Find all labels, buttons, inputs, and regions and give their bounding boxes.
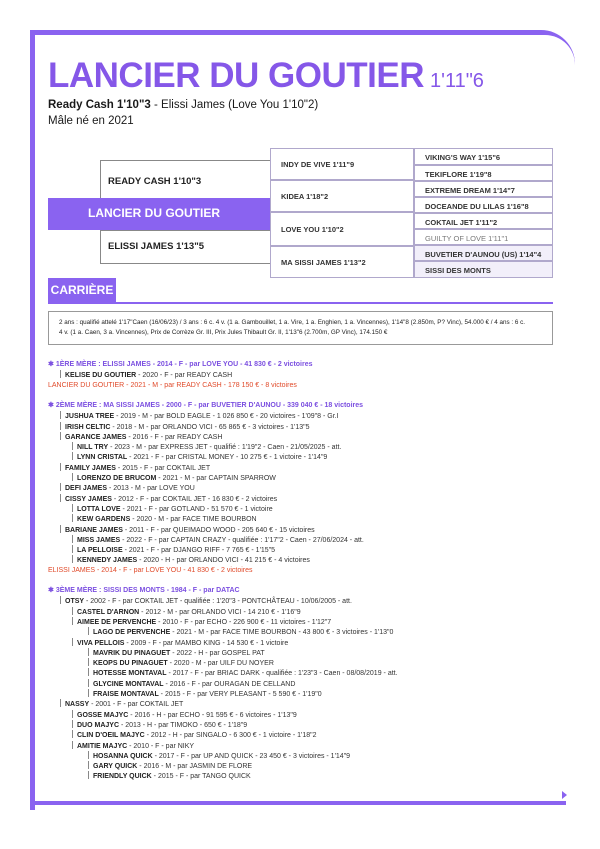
pedigree-gen3-label: VIKING'S WAY 1'15"6 — [425, 153, 501, 162]
produce-line — [72, 442, 341, 452]
pedigree-gen3-5 — [414, 213, 553, 229]
produce-line — [60, 370, 232, 380]
produce-line — [72, 555, 310, 565]
produce-details: - 2016 - M - par JASMIN DE FLORE — [137, 763, 253, 771]
pedigree-gen3-label: TEKIFLORE 1'19"8 — [425, 170, 492, 179]
produce-line — [72, 638, 288, 648]
produce-name: AMITIE MAJYC — [77, 742, 128, 750]
record-time: 1'11"6 — [430, 70, 484, 92]
produce-name: FAMILY JAMES — [65, 464, 116, 472]
pedigree-gen2-label: INDY DE VIVE 1'11"9 — [281, 160, 355, 169]
produce-name: LORENZO DE BRUCOM — [77, 475, 157, 482]
pedigree-gen3-7 — [414, 245, 553, 261]
produce-details: - 2009 - F - par MAMBO KING - 14 530 € - 1 victoire — [124, 639, 289, 647]
tree-bar — [72, 617, 73, 625]
sire-line: Ready Cash 1'10"3 — [48, 99, 151, 111]
produce-name: FRIENDLY QUICK — [93, 773, 152, 781]
produce-name: CLIN D'OEIL MAJYC — [77, 732, 145, 740]
produce-details: - 2015 - F - par COKTAIL JET — [115, 464, 211, 472]
next-arrow-icon — [562, 791, 567, 799]
tree-bar — [72, 607, 73, 615]
produce-name: LAGO DE PERVENCHE — [93, 629, 171, 637]
pedigree-dam-label: ELISSI JAMES 1'13"5 — [108, 241, 204, 252]
produce-name: BARIANE JAMES — [65, 526, 123, 534]
career-heading: CARRIÈRE — [48, 278, 116, 303]
tree-bar — [72, 741, 73, 749]
career-box — [48, 311, 553, 345]
produce-name: OTSY — [65, 598, 85, 606]
produce-details: - 2018 - M - par ORLANDO VICI - 65 865 € - 3 victoires - 1'13"5 — [110, 423, 310, 431]
produce-line — [88, 689, 322, 699]
tree-bar — [60, 411, 61, 419]
dam-heading-text: 3ÈME MÈRE : SISSI DES MONTS - 1984 - F - par DATAC — [55, 587, 240, 594]
produce-name: AIMEE DE PERVENCHE — [77, 618, 157, 626]
pedigree-subject-label: LANCIER DU GOUTIER — [88, 206, 220, 220]
produce-details: - 2022 - H - par GOSPEL PAT — [170, 649, 265, 657]
tree-bar — [72, 473, 73, 481]
produce-line — [72, 535, 364, 545]
pedigree-gen3-label: SISSI DES MONTS — [425, 266, 491, 275]
bullet-icon: ✱ — [48, 587, 54, 594]
tree-bar — [72, 638, 73, 646]
produce-line — [60, 422, 310, 432]
footer-rule — [33, 801, 566, 805]
produce-line — [60, 699, 183, 709]
produce-details: - 2015 - F - par VERY PLEASANT - 5 590 € - 1'19"0 — [158, 691, 322, 698]
pedigree-gen3-4 — [414, 197, 553, 213]
produce-details: - 2012 - F - par COKTAIL JET - 16 830 € - 2 victoires — [111, 495, 278, 503]
produce-name: NASSY — [65, 701, 90, 709]
pedigree-gen2-3 — [270, 212, 414, 246]
produce-line — [60, 463, 210, 473]
dam-heading — [48, 586, 240, 595]
produce-name: JUSHUA TREE — [65, 413, 115, 421]
horse-name: LANCIER DU GOUTIER — [48, 56, 424, 95]
produce-line — [88, 627, 393, 637]
produce-name: GARY QUICK — [93, 763, 138, 771]
bullet-icon: ✱ — [48, 361, 54, 368]
pedigree-gen2-4 — [270, 246, 414, 278]
pedigree-gen2-label: LOVE YOU 1'10"2 — [281, 225, 344, 234]
tree-bar — [88, 627, 89, 635]
produce-name: DEFI JAMES — [65, 485, 108, 493]
pedigree-sire — [100, 160, 272, 202]
produce-details: - 2010 - F - par ECHO - 226 900 € - 11 victoires - 1'12"7 — [156, 618, 332, 626]
pedigree-gen3-label: BUVETIER D'AUNOU (US) 1'14"4 — [425, 250, 542, 259]
birth-info: Mâle né en 2021 — [48, 115, 134, 127]
tree-bar — [72, 442, 73, 450]
produce-line — [60, 483, 195, 493]
produce-line — [60, 494, 277, 504]
produce-line — [72, 710, 297, 720]
dam-heading — [48, 401, 363, 410]
tree-bar — [88, 658, 89, 666]
produce-details: - 2023 - M - par EXPRESS JET - qualifié : 1'19"2 - Caen - 21/05/2025 - att. — [108, 444, 342, 452]
tree-bar — [72, 730, 73, 738]
tree-bar — [60, 494, 61, 502]
produce-details: - 2020 - M - par FACE TIME BOURBON — [130, 516, 257, 524]
produce-line — [72, 720, 247, 730]
produce-name: KEW GARDENS — [77, 516, 131, 524]
career-divider — [48, 302, 553, 304]
pedigree-gen3-2 — [414, 165, 553, 181]
tree-bar — [60, 463, 61, 471]
pedigree-gen3-label: COKTAIL JET 1'11"2 — [425, 218, 498, 227]
produce-name: GARANCE JAMES — [65, 433, 127, 441]
tree-bar — [88, 771, 89, 779]
dam-heading-text: 2ÈME MÈRE : MA SISSI JAMES - 2000 - F - par BUVETIER D'AUNOU - 339 040 € - 18 victoires — [55, 401, 364, 409]
tree-bar — [60, 370, 61, 378]
produce-name: GOSSE MAJYC — [77, 711, 129, 719]
produce-name: IRISH CELTIC — [65, 423, 111, 431]
produce-name: HOTESSE MONTAVAL — [93, 670, 167, 678]
produce-details: - 2020 - H - par ORLANDO VICI - 41 215 € - 4 victoires — [137, 557, 310, 565]
produce-details: - 2016 - H - par ECHO - 91 595 € - 6 victoires - 1'13"9 — [128, 711, 297, 719]
pedigree-gen3-1 — [414, 148, 553, 165]
produce-line — [60, 432, 222, 442]
produce-details: - 2013 - M - par LOVE YOU — [107, 485, 195, 493]
produce-details: - 2020 - F - par READY CASH — [136, 372, 233, 380]
produce-name: GLYCINE MONTAVAL — [93, 680, 164, 688]
page-title — [48, 56, 484, 101]
tree-bar — [72, 452, 73, 460]
produce-name: LYNN CRISTAL — [77, 454, 128, 462]
produce-name: KENNEDY JAMES — [77, 557, 138, 565]
produce-name: LA PELLOISE — [77, 547, 123, 555]
produce-details: - 2013 - H - par TIMOKO - 650 € - 1'18"9 — [119, 721, 248, 729]
highlighted-produce: ELISSI JAMES - 2014 - F - par LOVE YOU - 41 830 € - 2 victoires — [48, 566, 253, 574]
highlighted-produce: LANCIER DU GOUTIER - 2021 - M - par READY CASH - 178 150 € - 8 victoires — [48, 381, 297, 389]
produce-name: KELISE DU GOUTIER — [65, 372, 137, 380]
pedigree-gen3-label: EXTREME DREAM 1'14"7 — [425, 186, 515, 195]
produce-line — [72, 741, 194, 751]
produce-details: - 2010 - F - par NIKY — [127, 742, 195, 750]
dam-heading — [48, 360, 313, 369]
pedigree-gen3-label: GUILTY OF LOVE 1'11"1 — [425, 234, 509, 243]
produce-details: - 2015 - F - par TANGO QUICK — [151, 773, 251, 781]
produce-line — [88, 668, 398, 678]
produce-line — [60, 596, 352, 606]
tree-bar — [72, 504, 73, 512]
tree-bar — [72, 535, 73, 543]
produce-line — [72, 504, 273, 514]
tree-bar — [60, 699, 61, 707]
bullet-icon: ✱ — [48, 401, 54, 409]
tree-bar — [88, 689, 89, 697]
produce-line — [60, 525, 315, 535]
produce-name: VIVA PELLOIS — [77, 639, 125, 647]
produce-name: DUO MAJYC — [77, 721, 120, 729]
pedigree-sire-label: READY CASH 1'10"3 — [108, 176, 202, 187]
tree-bar — [60, 596, 61, 604]
tree-bar — [72, 514, 73, 522]
produce-details: - 2022 - F - par CAPTAIN CRAZY - qualifiée : 1'17"2 - Caen - 27/06/2024 - att. — [120, 536, 364, 544]
produce-name: KEOPS DU PINAGUET — [93, 660, 168, 668]
pedigree-gen2-1 — [270, 148, 414, 180]
produce-line — [72, 473, 276, 483]
tree-bar — [60, 432, 61, 440]
produce-name: FRAISE MONTAVAL — [93, 691, 159, 698]
produce-details: - 2012 - M - par ORLANDO VICI - 14 210 € - 1'16"9 — [139, 608, 301, 616]
produce-details: - 2017 - F - par BRIAC DARK - qualifiée : 1'23"3 - Caen - 08/08/2019 - att. — [166, 670, 398, 678]
produce-details: - 2019 - M - par BOLD EAGLE - 1 026 850 € - 20 victoires - 1'09"8 - Gr.I — [114, 413, 339, 421]
produce-details: - 2002 - F - par COKTAIL JET - qualifiée : 1'20"3 - PONTCHÂTEAU - 10/06/2005 - att. — [84, 598, 352, 606]
produce-details: - 2011 - F - par QUEIMADO WOOD - 205 640 € - 15 victoires — [122, 526, 315, 534]
tree-bar — [88, 679, 89, 687]
produce-line — [88, 771, 251, 781]
pedigree-gen3-label: DOCEANDE DU LILAS 1'16"8 — [425, 202, 529, 211]
produce-details: - 2021 - M - par FACE TIME BOURBON - 43 800 € - 3 victoires - 1'13"0 — [170, 629, 394, 637]
pedigree-gen3-6 — [414, 229, 553, 245]
produce-details: - 2021 - F - par DJANGO RIFF - 7 765 € - 1'15"5 — [122, 547, 276, 555]
produce-details: - 2016 - F - par OURAGAN DE CELLAND — [163, 680, 296, 688]
dam-line: - Elissi James (Love You 1'10"2) — [150, 99, 319, 111]
produce-line — [60, 411, 339, 421]
produce-line — [72, 607, 301, 617]
pedigree-subject — [48, 198, 270, 230]
tree-bar — [72, 545, 73, 553]
tree-bar — [88, 751, 89, 759]
tree-bar — [60, 483, 61, 491]
produce-details: - 2001 - F - par COKTAIL JET — [89, 701, 184, 709]
produce-line — [88, 751, 350, 761]
dam-heading-text: 1ÈRE MÈRE : ELISSI JAMES - 2014 - F - par LOVE YOU - 41 830 € - 2 victoires — [55, 361, 313, 368]
produce-name: HOSANNA QUICK — [93, 752, 153, 760]
parentage-line — [48, 99, 318, 111]
produce-name: NILL TRY — [77, 444, 109, 452]
tree-bar — [88, 761, 89, 769]
produce-name: MAVRIK DU PINAGUET — [93, 649, 171, 657]
produce-name: CISSY JAMES — [65, 495, 112, 503]
produce-details: - 2021 - F - par CRISTAL MONEY - 10 275 € - 1 victoire - 1'14"9 — [127, 454, 328, 462]
produce-line — [88, 679, 295, 689]
tree-bar — [72, 710, 73, 718]
produce-line — [88, 648, 265, 658]
produce-line — [72, 452, 327, 462]
produce-details: - 2016 - F - par READY CASH — [126, 433, 223, 441]
tree-bar — [60, 422, 61, 430]
pedigree-gen2-label: KIDEA 1'18"2 — [281, 192, 329, 201]
pedigree-gen3-8 — [414, 261, 553, 278]
produce-details: - 2012 - H - par SINGALO - 6 300 € - 1 victoire - 1'18"2 — [144, 732, 317, 740]
tree-bar — [88, 648, 89, 656]
produce-line — [88, 658, 274, 668]
pedigree-dam — [100, 230, 272, 264]
produce-details: - 2021 - F - par GOTLAND - 51 570 € - 1 victoire — [120, 505, 273, 513]
career-text-line-2: 4 v. (1 a. Caen, 3 a. Vincennes), Prix de Corrèze Gr. III, Prix Jules Thibault Gr. II, 1'13"6 (2.700m, GP Vinc), 174.150 € — [59, 329, 388, 336]
produce-name: CASTEL D'ARNON — [77, 608, 140, 616]
tree-bar — [72, 555, 73, 563]
pedigree-gen2-label: MA SISSI JAMES 1'13"2 — [281, 258, 366, 267]
produce-details: - 2020 - M - par UILF DU NOYER — [167, 660, 274, 668]
career-text-line-1: 2 ans : qualifié attelé 1'17"Caen (16/06/23) / 3 ans : 6 c. 4 v. (1 a. Gambouillet, 1 a. Vire, 1 a. Enghien, 1 a. Vincennes), 1'14"8 (2.850m, P? Vinc), 54.000 € / 4 ans : 6 c. — [59, 319, 526, 326]
tree-bar — [88, 668, 89, 676]
produce-name: LOTTA LOVE — [77, 505, 121, 513]
produce-line — [72, 730, 317, 740]
produce-line — [72, 514, 257, 524]
pedigree-gen3-3 — [414, 181, 553, 197]
pedigree-gen2-2 — [270, 180, 414, 212]
produce-line — [72, 617, 331, 627]
tree-bar — [60, 525, 61, 533]
produce-details: - 2021 - M - par CAPTAIN SPARROW — [156, 475, 276, 482]
produce-line — [88, 761, 252, 771]
produce-line — [72, 545, 275, 555]
tree-bar — [72, 720, 73, 728]
produce-name: MISS JAMES — [77, 536, 121, 544]
produce-details: - 2017 - F - par UP AND QUICK - 23 450 € - 3 victoires - 1'14"9 — [152, 752, 351, 760]
